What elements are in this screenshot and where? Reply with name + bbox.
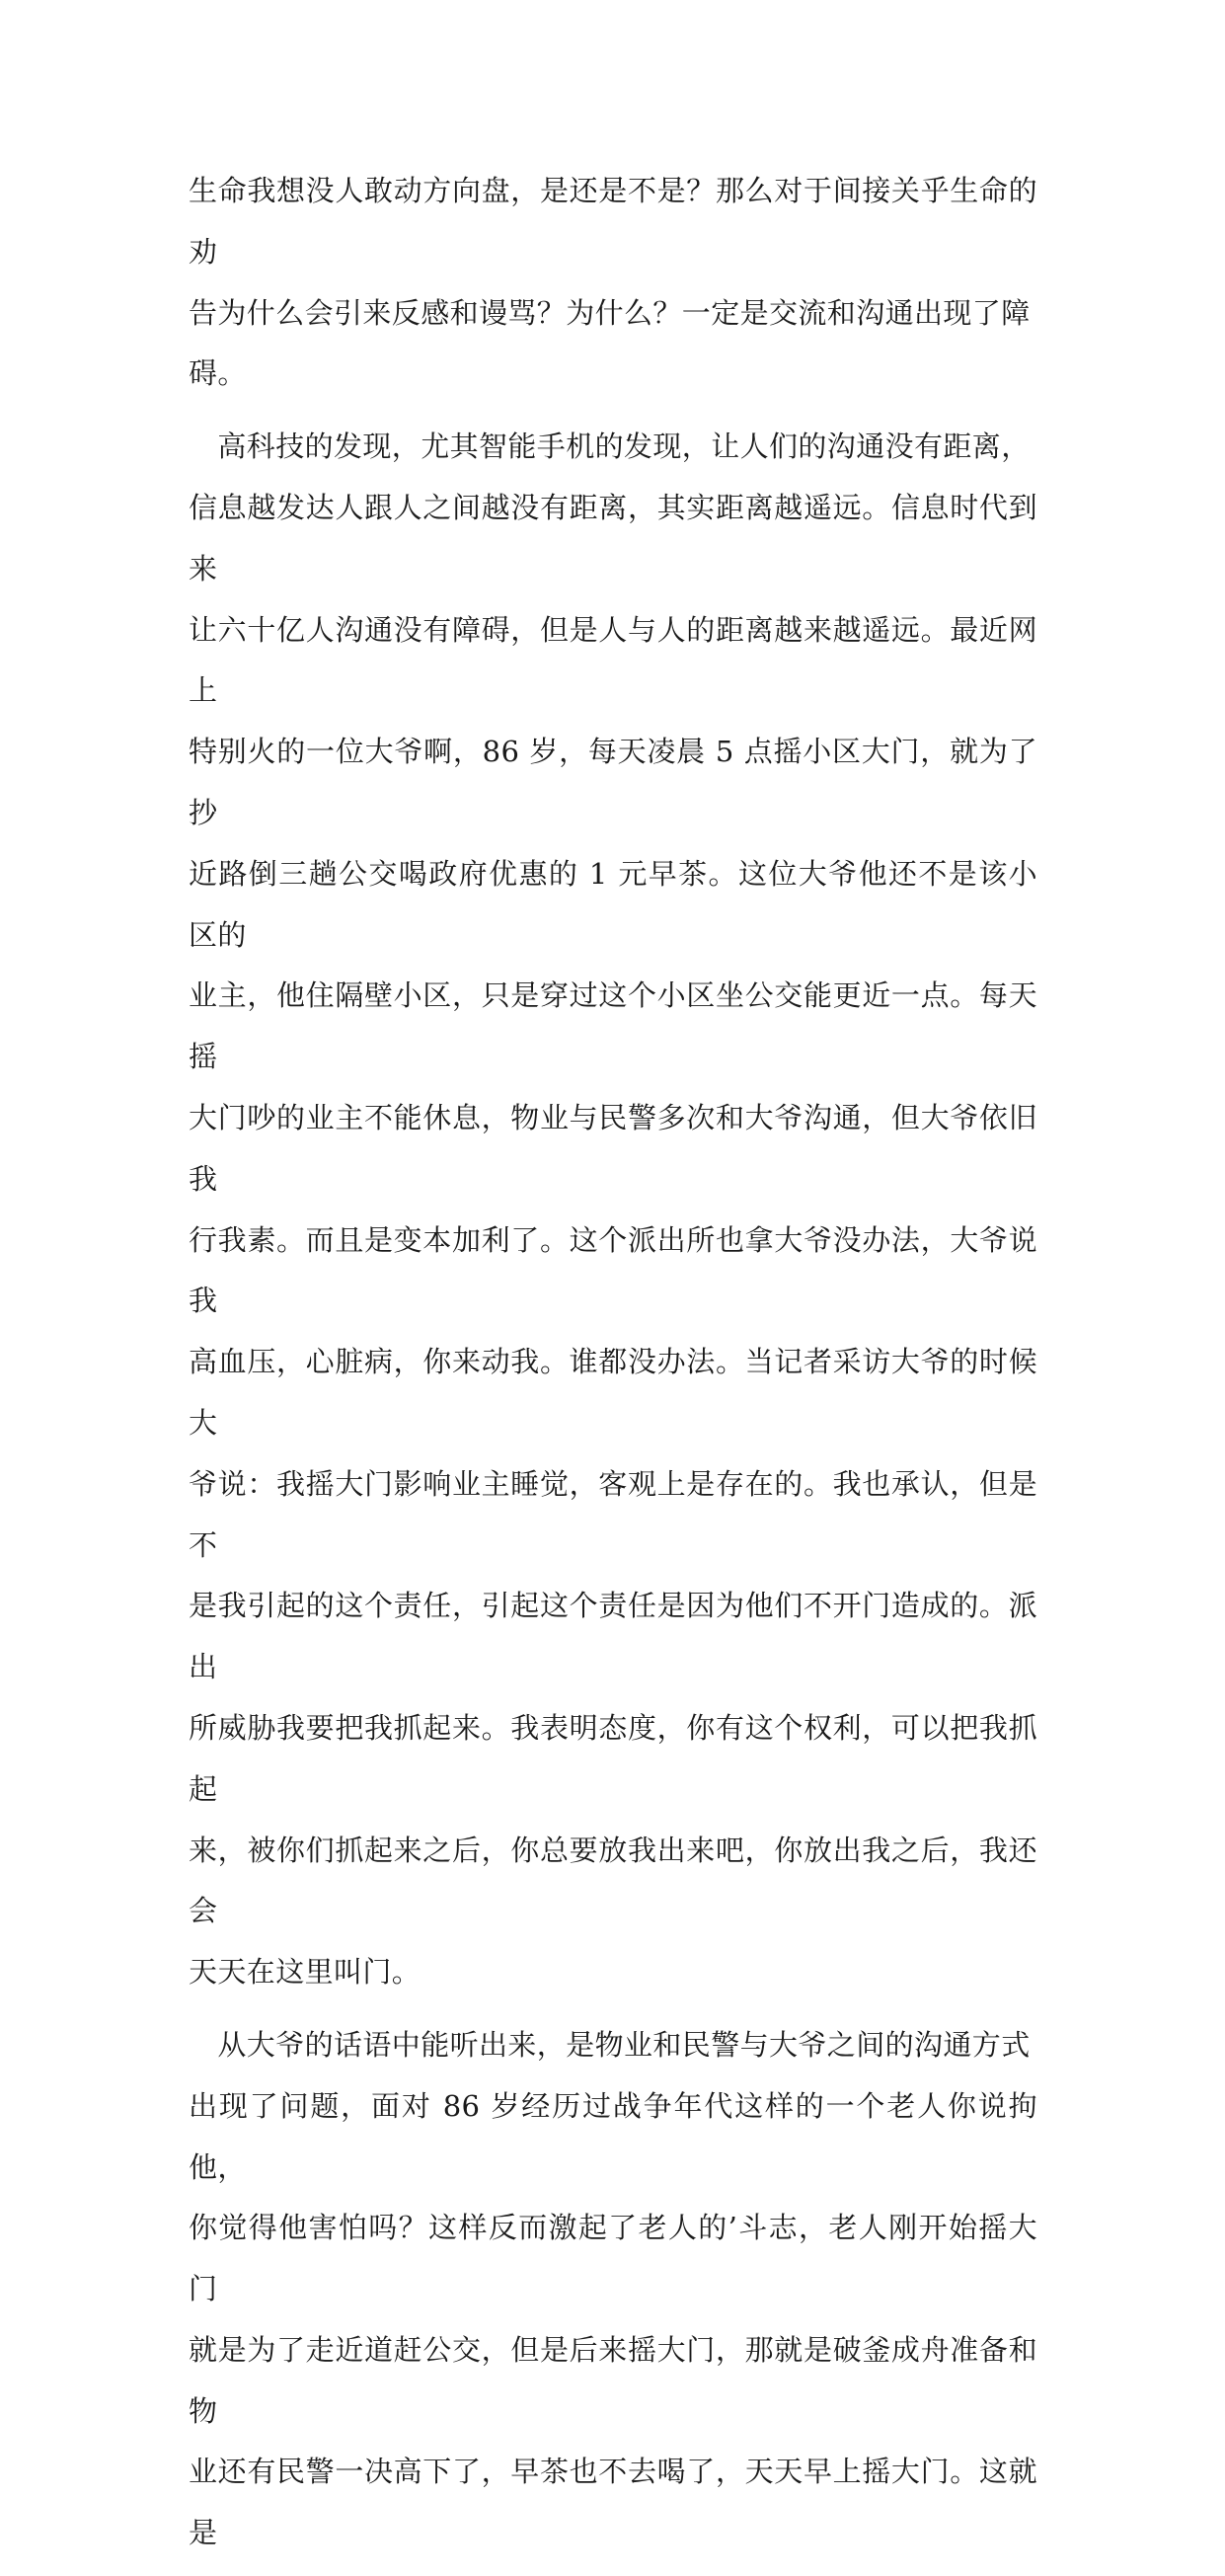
paragraph-3: 从大爷的话语中能听出来，是物业和民警与大爷之间的沟通方式 出现了问题，面对 86 岁经历过战争年代这样的一个老人你说拘他， 你觉得他害怕吗？这样反而激起了老人的’斗志，老人刚开始摇大门 就是为了走近道赶公交，但是后来摇大门，那就是破釜成舟准备和物 业还有民警一决高下了，早茶也不去喝了，天天早上摇大门。这就是 (189, 2027, 1037, 2550)
body-text (189, 161, 1037, 2576)
paragraph-2: 高科技的发现，尤其智能手机的发现，让人们的沟通没有距离， 信息越发达人跟人之间越没有距离，其实距离越遥远。信息时代到来 让六十亿人沟通没有障碍，但是人与人的距离越来越遥远。最近网上 特别火的一位大爷啊，86 岁，每天凌晨 5 点摇小区大门，就为了抄 近路倒三趟公交喝政府优惠的 1 元早茶。这位大爷他还不是该小区的 业主，他住隔壁小区，只是穿过这个小区坐公交能更近一点。每天摇 大门吵的业主不能休息，物业与民警多次和大爷沟通，但大爷依旧我 行我素。而且是变本加利了。这个派出所也拿大爷没办法，大爷说我 高血压，心脏病，你来动我。谁都没办法。当记者采访大爷的时候大 爷说：我摇大门影响业主睡觉，客观上是存在的。我也承认，但是不 是我引起的这个责任，引起这个责任是因为他们不开门造成的。派出 所威胁我要把我抓起来。我表明态度，你有这个权利，可以把我抓起 来，被你们抓起来之后，你总要放我出来吧，你放出我之后，我还会 天天在这里叫门。 (189, 429, 1037, 1990)
paragraph-1: 生命我想没人敢动方向盘，是还是不是？那么对于间接关乎生命的劝 告为什么会引来反感和谩骂？为什么？一定是交流和沟通出现了障 碍。 (189, 174, 1037, 391)
